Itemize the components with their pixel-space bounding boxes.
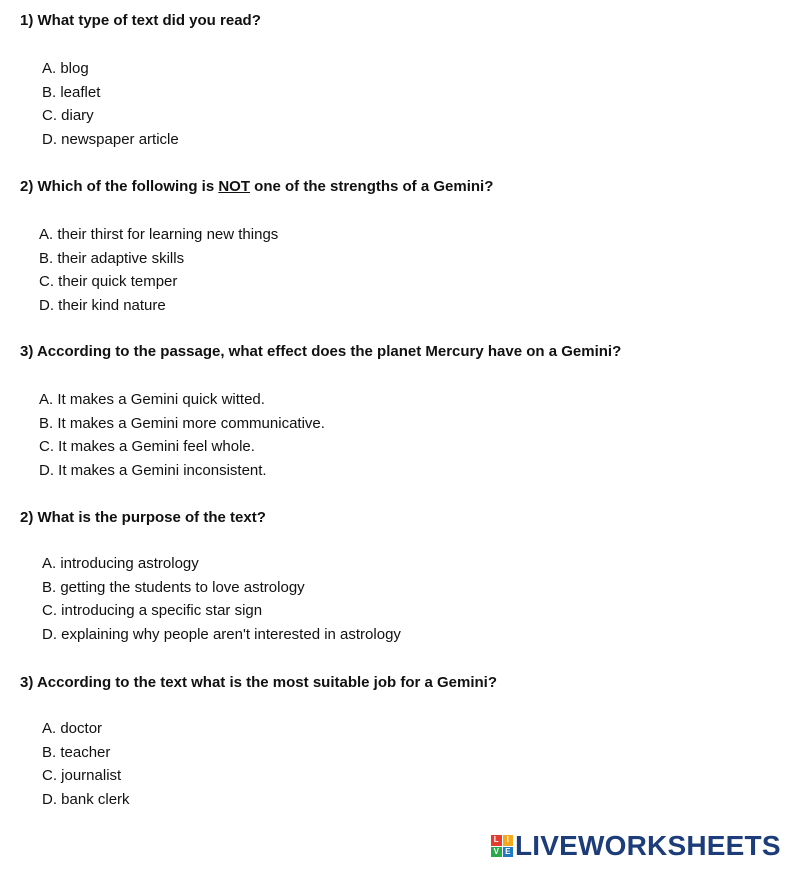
logo-mark-i: I bbox=[503, 835, 514, 846]
liveworksheets-logo bbox=[491, 829, 781, 863]
question-text: Which of the following is bbox=[37, 178, 219, 195]
option-c[interactable]: C. diary bbox=[42, 107, 94, 124]
option-c[interactable]: C. It makes a Gemini feel whole. bbox=[39, 438, 255, 455]
logo-mark-l: L bbox=[491, 835, 502, 846]
question-3-title bbox=[20, 342, 621, 362]
emphasis-not: NOT bbox=[218, 178, 251, 195]
question-text: According to the passage, what effect does the planet Mercury have on a Gemini? bbox=[36, 343, 622, 360]
question-1 bbox=[20, 11, 261, 148]
option-a[interactable]: A. introducing astrology bbox=[42, 555, 199, 572]
option-d[interactable]: D. explaining why people aren't interested in astrology bbox=[42, 625, 401, 643]
logo-mark-e: E bbox=[503, 847, 514, 858]
option-c[interactable]: C. journalist bbox=[42, 767, 122, 784]
question-2-title bbox=[20, 177, 493, 197]
option-c[interactable]: C. their quick temper bbox=[39, 273, 178, 290]
question-3-options bbox=[39, 390, 325, 484]
question-1-title bbox=[20, 11, 261, 31]
option-d[interactable]: D. bank clerk bbox=[42, 790, 130, 808]
option-d[interactable]: D. newspaper article bbox=[42, 130, 179, 148]
logo-text: LIVEWORKSHEETS bbox=[515, 830, 781, 861]
question-5 bbox=[20, 673, 498, 808]
question-4-title bbox=[20, 508, 266, 528]
option-d[interactable]: D. their kind nature bbox=[39, 296, 166, 314]
question-2 bbox=[20, 177, 494, 314]
option-a[interactable]: A. It makes a Gemini quick witted. bbox=[39, 391, 265, 408]
option-b[interactable]: B. getting the students to love astrology bbox=[42, 578, 305, 596]
logo-mark-v: V bbox=[491, 847, 502, 858]
logo-mark-icon bbox=[491, 835, 513, 857]
question-number: 2) bbox=[20, 509, 34, 526]
question-text: According to the text what is the most suitable job for a Gemini? bbox=[33, 674, 498, 691]
question-1-options bbox=[42, 59, 179, 153]
question-text: What is the purpose of the text? bbox=[33, 509, 266, 526]
question-number: 3) bbox=[20, 674, 34, 691]
question-4-options bbox=[42, 554, 401, 648]
option-a[interactable]: A. blog bbox=[42, 60, 89, 77]
question-number: 2) bbox=[20, 178, 34, 195]
option-b[interactable]: B. their adaptive skills bbox=[39, 249, 185, 267]
option-a[interactable]: A. doctor bbox=[42, 720, 103, 737]
option-b[interactable]: B. It makes a Gemini more communicative. bbox=[39, 414, 325, 432]
question-4 bbox=[20, 508, 401, 643]
option-b[interactable]: B. leaflet bbox=[42, 83, 101, 101]
option-d[interactable]: D. It makes a Gemini inconsistent. bbox=[39, 461, 267, 479]
option-a[interactable]: A. their thirst for learning new things bbox=[39, 226, 279, 243]
question-2-options bbox=[39, 225, 278, 319]
question-text-continued: one of the strengths of a Gemini? bbox=[250, 178, 494, 195]
question-number: 1) bbox=[20, 12, 34, 29]
question-text: What type of text did you read? bbox=[33, 12, 261, 29]
question-5-options bbox=[42, 719, 130, 813]
option-c[interactable]: C. introducing a specific star sign bbox=[42, 602, 263, 619]
question-3 bbox=[20, 342, 622, 479]
question-number: 3) bbox=[20, 343, 34, 360]
option-b[interactable]: B. teacher bbox=[42, 743, 111, 761]
question-5-title bbox=[20, 673, 497, 693]
